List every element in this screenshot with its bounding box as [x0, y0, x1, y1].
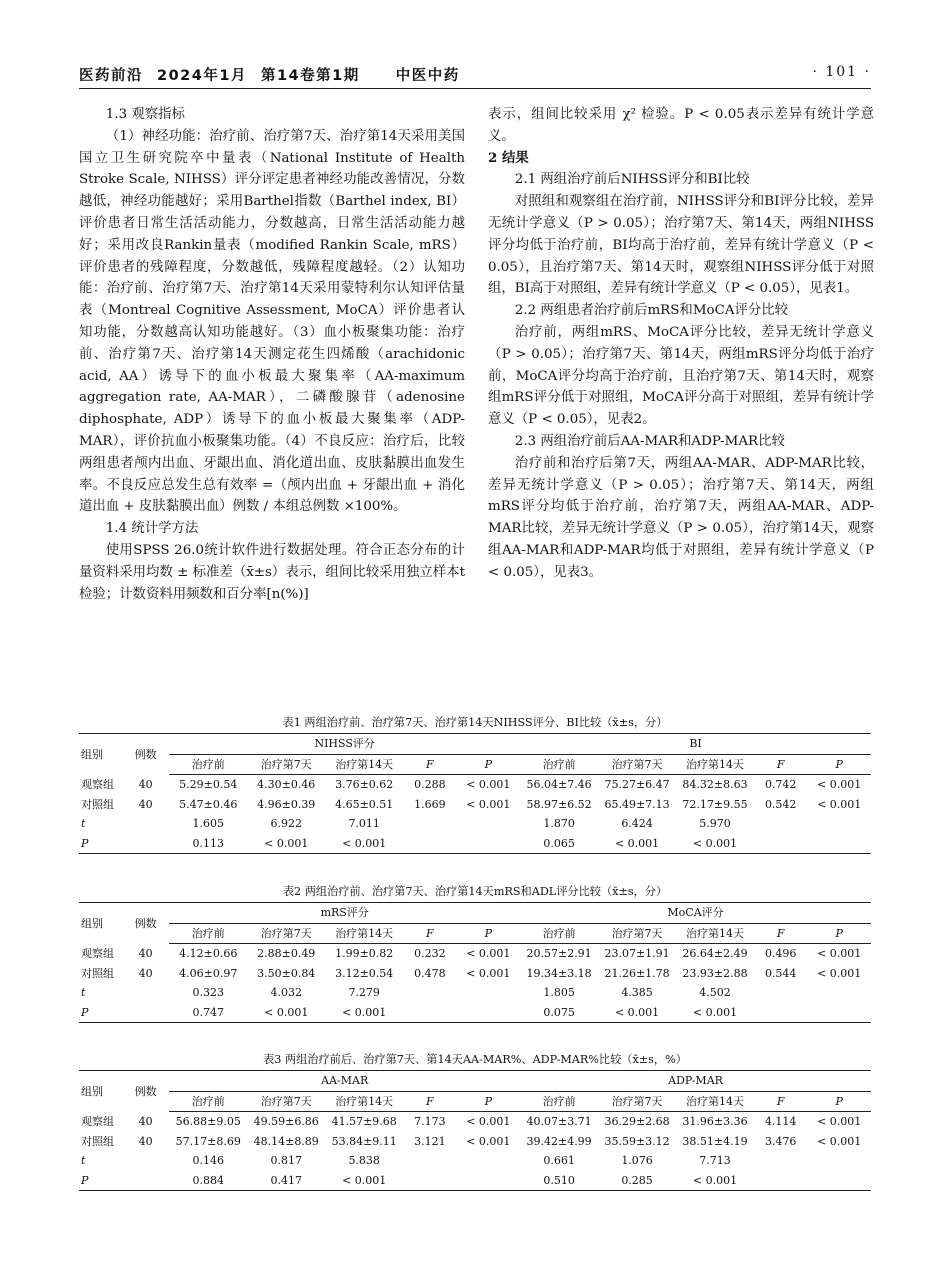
table-cell: 0.146	[192, 1154, 224, 1167]
table-cell: < 0.001	[466, 1134, 511, 1148]
table-1	[79, 713, 871, 854]
table-cell: 3.50±0.84	[257, 966, 316, 980]
table-cell	[807, 1003, 871, 1023]
subcolumn-header: P	[457, 754, 521, 775]
subcolumn-header: F	[754, 1091, 807, 1112]
table-cell: 1.669	[414, 797, 446, 811]
table-cell	[754, 1151, 807, 1171]
table-cell: < 0.001	[466, 947, 511, 960]
table-cell: < 0.001	[676, 1171, 754, 1191]
table-cell	[122, 1003, 169, 1023]
table-cell: 观察组	[81, 777, 114, 791]
table-cell: < 0.001	[817, 1134, 862, 1148]
table-cell: 0.817	[270, 1154, 302, 1167]
table-cell: 6.424	[621, 817, 653, 830]
table-cell: 5.29±0.54	[179, 778, 238, 791]
table-cell: 4.96±0.39	[257, 797, 316, 811]
table-cell	[754, 983, 807, 1003]
table-cell: 4.65±0.51	[335, 797, 394, 811]
table-cell: 0.510	[520, 1171, 598, 1191]
paragraph: 治疗前，两组mRS、MoCA评分比较，差异无统计学意义（P > 0.05）；治疗第7天、第14天，两组mRS评分均低于治疗前，MoCA评分均高于治疗前，且治疗第7天、第14天时，观察组mRS评分低于对照组，MoCA评分高于对照组，差异有统计学意义（P < 0.05），见表2。	[488, 324, 874, 428]
table-cell: 0.065	[520, 834, 598, 854]
table-cell	[122, 1171, 169, 1191]
table-cell	[122, 983, 169, 1003]
table-cell: < 0.001	[247, 1003, 325, 1023]
table-cell	[403, 983, 456, 1003]
table-cell	[754, 814, 807, 834]
table-cell: 0.884	[169, 1171, 247, 1191]
header-left-group: NIHSS评分	[169, 734, 520, 755]
table-cell: < 0.001	[676, 834, 754, 854]
subcolumn-header: 治疗第7天	[247, 1091, 325, 1112]
table-cell: 3.76±0.62	[335, 778, 394, 791]
subcolumn-header: 治疗前	[169, 1091, 247, 1112]
subcolumn-header: 治疗前	[169, 923, 247, 944]
table-cell: 0.542	[764, 797, 797, 811]
table-cell: < 0.001	[598, 834, 676, 854]
table-cell: < 0.001	[466, 797, 511, 811]
subcolumn-header: P	[807, 1091, 871, 1112]
table-cell: 3.476	[764, 1134, 797, 1148]
table-cell	[403, 1171, 456, 1191]
table-cell: < 0.001	[676, 1003, 754, 1023]
table-cell: 5.47±0.46	[179, 797, 238, 811]
paragraph: 使用SPSS 26.0统计软件进行数据处理。符合正态分布的计量资料采用均数 ± 标准差（x̄±s）表示，组间比较采用独立样本t检验；计数资料用频数和百分率[n(%)]	[79, 542, 465, 602]
subcolumn-header: 治疗第7天	[247, 923, 325, 944]
table-cell: 7.279	[348, 986, 380, 999]
section-heading: 2.1 两组治疗前后NIHSS评分和BI比较	[514, 172, 750, 188]
table-cell: < 0.001	[466, 966, 511, 980]
subcolumn-header: F	[403, 754, 456, 775]
table-row	[79, 1132, 871, 1152]
table-cell: 53.84±9.11	[331, 1134, 397, 1148]
paragraph: 对照组和观察组在治疗前，NIHSS评分和BI评分比较，差异无统计学意义（P > 0.05）；治疗第7天、第14天，两组NIHSS评分均低于治疗前，BI均高于治疗前，差异有统计学意义（P < 0.05），且治疗第7天、第14天时，观察组NIHSS评分低于对照组，BI高于对照组，差异有统计学意义（P < 0.05），见表1。	[488, 194, 874, 297]
table-cell: 4.032	[270, 986, 302, 999]
table-cell: 23.07±1.91	[604, 947, 670, 960]
table-cell: 72.17±9.55	[682, 797, 748, 811]
subcolumn-header: 治疗第14天	[676, 1091, 754, 1112]
header-count: 例数	[122, 1071, 169, 1112]
table-cell	[754, 834, 807, 854]
table-cell: 4.30±0.46	[257, 778, 316, 791]
header-count: 例数	[122, 903, 169, 944]
subcolumn-header: 治疗第7天	[598, 1091, 676, 1112]
table-cell: 40	[138, 966, 153, 980]
left-column	[79, 104, 465, 605]
table-cell	[403, 1151, 456, 1171]
header-right-group: BI	[520, 734, 871, 755]
table-caption: 表2 两组治疗前、治疗第7天、治疗第14天mRS和ADL评分比较（x̄±s，分）	[282, 885, 668, 898]
table-cell	[122, 814, 169, 834]
table-cell: 0.544	[764, 966, 797, 980]
table-cell: 观察组	[81, 1114, 114, 1128]
subcolumn-header: F	[403, 923, 456, 944]
table-cell: 40	[138, 777, 153, 791]
subcolumn-header: P	[457, 923, 521, 944]
table-cell: 31.96±3.36	[682, 1115, 748, 1128]
table-cell: 0.478	[414, 966, 446, 980]
table-cell: 5.838	[348, 1154, 380, 1167]
header-left-group: mRS评分	[169, 903, 520, 924]
subcolumn-header: F	[754, 923, 807, 944]
table-row	[79, 814, 871, 834]
table-cell: 1.99±0.82	[335, 947, 394, 960]
table-cell: 21.26±1.78	[604, 966, 670, 980]
table-cell: 40	[138, 946, 153, 960]
table-cell	[457, 1171, 521, 1191]
table-cell: 0.288	[414, 778, 446, 791]
table-row	[79, 775, 871, 795]
table-cell	[754, 1171, 807, 1191]
table-cell: 0.661	[543, 1154, 575, 1167]
table-cell: 0.232	[414, 947, 446, 960]
table-cell: t	[81, 1154, 86, 1167]
table-cell	[457, 1151, 521, 1171]
table-cell	[457, 1003, 521, 1023]
table-cell: 4.385	[621, 986, 653, 999]
table-cell: 20.57±2.91	[526, 947, 592, 960]
table-cell: 7.011	[348, 817, 380, 830]
table-cell: 3.12±0.54	[335, 966, 394, 980]
table-cell	[807, 814, 871, 834]
section-heading: 2.3 两组治疗前后AA-MAR和ADP-MAR比较	[514, 433, 785, 449]
table-cell	[403, 1003, 456, 1023]
table-cell: 4.12±0.66	[179, 947, 238, 960]
table-2	[79, 882, 871, 1023]
table-cell	[122, 1151, 169, 1171]
table-cell: 4.502	[699, 986, 731, 999]
paragraph-continuation: 表示，组间比较采用 χ² 检验。P < 0.05表示差异有统计学意义。	[488, 107, 874, 144]
table-row	[79, 1151, 871, 1171]
table-cell: 对照组	[81, 797, 114, 811]
section-name: 中医中药	[395, 68, 460, 84]
subcolumn-header: P	[457, 1091, 521, 1112]
table-cell	[122, 834, 169, 854]
table-cell: 对照组	[81, 966, 114, 980]
table-cell	[403, 834, 456, 854]
table-cell: 56.88±9.05	[175, 1115, 241, 1128]
table-cell: 36.29±2.68	[604, 1115, 670, 1128]
table-cell: 0.747	[169, 1003, 247, 1023]
table-cell	[807, 1171, 871, 1191]
section-heading: 1.3 观察指标	[105, 107, 185, 122]
table-cell: 26.64±2.49	[682, 947, 748, 960]
section-heading: 1.4 统计学方法	[105, 521, 199, 537]
subcolumn-header: 治疗第7天	[247, 754, 325, 775]
data-table	[79, 902, 871, 1023]
table-cell: 56.04±7.46	[526, 778, 592, 791]
page-number: · 101 ·	[812, 64, 871, 80]
table-cell	[807, 983, 871, 1003]
table-caption: 表3 两组治疗前后、治疗第7天、第14天AA-MAR%、ADP-MAR%比较（x̄±s，%）	[263, 1053, 687, 1066]
table-cell: < 0.001	[598, 1003, 676, 1023]
table-cell: 48.14±8.89	[253, 1134, 319, 1148]
header-count: 例数	[122, 734, 169, 775]
table-row	[79, 1003, 871, 1023]
table-row	[79, 944, 871, 964]
table-cell: 6.922	[270, 817, 302, 830]
table-cell: 2.88±0.49	[257, 947, 316, 960]
table-cell	[807, 834, 871, 854]
table-cell: 84.32±8.63	[682, 778, 748, 791]
table-row	[79, 1112, 871, 1132]
table-cell: 1.870	[543, 817, 575, 830]
table-cell: 0.323	[192, 986, 224, 999]
subcolumn-header: F	[403, 1091, 456, 1112]
table-cell: < 0.001	[325, 1171, 403, 1191]
table-row	[79, 964, 871, 984]
table-cell: 0.417	[247, 1171, 325, 1191]
table-cell: 0.285	[598, 1171, 676, 1191]
table-cell: < 0.001	[247, 834, 325, 854]
table-cell: < 0.001	[466, 1115, 511, 1128]
table-cell: 49.59±6.86	[253, 1115, 319, 1128]
header-right-group: MoCA评分	[520, 903, 871, 924]
table-cell: 40.07±3.71	[526, 1115, 592, 1128]
header-group: 组别	[79, 1071, 122, 1112]
table-cell: 观察组	[81, 946, 114, 960]
paragraph: （1）神经功能：治疗前、治疗第7天、治疗第14天采用美国国立卫生研究院卒中量表（National Institute of Health Stroke Scale, NIHSS）评分评定患者神经功能改善情况，分数越低，神经功能越好；采用Barthel指数（Barthel index, BI）评价患者日常生活活动能力，分数越高，日常生活活动能力越好；采用改良Rankin量表（modified Rankin Scale, mRS）评价患者的残障程度，分数越低，残障程度越轻。（2）认知功能：治疗前、治疗第7天、治疗第14天采用蒙特利尔认知评估量表（Montreal Cognitive Assessment, MoCA）评价患者认知功能，分数越高认知功能越好。（3）血小板聚集功能：治疗前、治疗第7天、治疗第14天测定花生四烯酸（arachidonic acid, AA）诱导下的血小板最大聚集率（AA-maximum aggregation rate, AA-MAR），二磷酸腺苷（adenosine diphosphate, ADP）诱导下的血小板最大聚集率（ADP-MAR），评价抗血小板聚集功能。（4）不良反应：治疗后，比较两组患者颅内出血、牙龈出血、消化道出血、皮肤黏膜出血发生率。不良反应总发生总有效率 =（颅内出血 + 牙龈出血 + 消化道出血 + 皮肤黏膜出血）例数 / 本组总例数 ×100%。	[79, 128, 465, 515]
table-cell: 65.49±7.13	[604, 797, 670, 811]
table-cell	[457, 983, 521, 1003]
table-cell	[457, 834, 521, 854]
table-cell	[754, 1003, 807, 1023]
table-cell: 58.97±6.52	[526, 797, 592, 811]
table-cell: 19.34±3.18	[526, 966, 592, 980]
subcolumn-header: F	[754, 754, 807, 775]
table-row	[79, 834, 871, 854]
table-cell: 40	[138, 1134, 153, 1148]
table-cell: P	[79, 1003, 122, 1023]
table-row	[79, 1171, 871, 1191]
data-table	[79, 1070, 871, 1191]
header-left-group: AA-MAR	[169, 1071, 520, 1092]
issue-volume: 第14卷第1期	[260, 68, 360, 84]
table-cell: 0.113	[169, 834, 247, 854]
subcolumn-header: 治疗第14天	[676, 923, 754, 944]
table-cell: 38.51±4.19	[682, 1134, 748, 1148]
header-left	[79, 64, 474, 85]
table-cell: 对照组	[81, 1134, 114, 1148]
table-cell: 1.605	[192, 817, 224, 830]
table-cell: 0.496	[764, 947, 797, 960]
table-cell: 4.114	[764, 1115, 797, 1128]
table-cell: 39.42±4.99	[526, 1134, 592, 1148]
journal-name: 医药前沿	[79, 68, 143, 84]
subcolumn-header: 治疗第14天	[325, 754, 403, 775]
table-cell: 23.93±2.88	[682, 966, 748, 980]
table-row	[79, 795, 871, 815]
table-cell: P	[79, 1171, 122, 1191]
section-heading: 2 结果	[488, 149, 529, 166]
table-cell: < 0.001	[466, 778, 511, 791]
paragraph: 治疗前和治疗后第7天，两组AA-MAR、ADP-MAR比较，差异无统计学意义（P > 0.05）；治疗第7天、第14天，两组mRS评分均低于治疗前，治疗第7天，两组AA-MAR、ADP-MAR比较，差异无统计学意义（P > 0.05），治疗第14天，观察组AA-MAR和ADP-MAR均低于对照组，差异有统计学意义（P < 0.05），见表3。	[488, 455, 874, 580]
table-cell: t	[81, 986, 86, 999]
subcolumn-header: 治疗前	[520, 923, 598, 944]
subcolumn-header: 治疗前	[520, 754, 598, 775]
table-cell: 41.57±9.68	[331, 1115, 397, 1128]
table-cell: 3.121	[414, 1134, 446, 1148]
section-heading: 2.2 两组患者治疗前后mRS和MoCA评分比较	[514, 303, 789, 319]
table-cell: 7.173	[414, 1115, 446, 1128]
table-cell: 0.742	[764, 778, 797, 791]
table-cell: 40	[138, 797, 153, 811]
subcolumn-header: 治疗第7天	[598, 923, 676, 944]
table-cell: 0.075	[520, 1003, 598, 1023]
table-cell: P	[79, 834, 122, 854]
header-group: 组别	[79, 734, 122, 775]
header-group: 组别	[79, 903, 122, 944]
data-table	[79, 733, 871, 854]
table-caption: 表1 两组治疗前、治疗第7天、治疗第14天NIHSS评分、BI比较（x̄±s，分）	[282, 716, 668, 729]
subcolumn-header: 治疗第14天	[325, 1091, 403, 1112]
table-cell: 40	[138, 1114, 153, 1128]
table-3	[79, 1050, 871, 1191]
table-cell: 57.17±8.69	[175, 1134, 241, 1148]
header-right-group: ADP-MAR	[520, 1071, 871, 1092]
subcolumn-header: 治疗第14天	[325, 923, 403, 944]
subcolumn-header: P	[807, 923, 871, 944]
page-header	[79, 60, 871, 89]
table-row	[79, 983, 871, 1003]
table-cell: < 0.001	[817, 947, 862, 960]
table-cell: < 0.001	[325, 1003, 403, 1023]
table-cell: < 0.001	[817, 1115, 862, 1128]
table-cell: t	[81, 817, 86, 830]
right-column	[488, 104, 874, 584]
subcolumn-header: P	[807, 754, 871, 775]
table-cell	[403, 814, 456, 834]
table-cell	[457, 814, 521, 834]
table-cell: 1.076	[621, 1154, 653, 1167]
table-cell	[807, 1151, 871, 1171]
table-cell: 5.970	[699, 817, 731, 830]
subcolumn-header: 治疗第7天	[598, 754, 676, 775]
subcolumn-header: 治疗前	[169, 754, 247, 775]
table-cell: < 0.001	[817, 966, 862, 980]
subcolumn-header: 治疗前	[520, 1091, 598, 1112]
table-cell: < 0.001	[817, 778, 862, 791]
subcolumn-header: 治疗第14天	[676, 754, 754, 775]
table-cell: 7.713	[699, 1154, 731, 1167]
table-cell: 1.805	[543, 986, 575, 999]
table-cell: < 0.001	[817, 797, 862, 811]
table-cell: 4.06±0.97	[179, 966, 238, 980]
table-cell: < 0.001	[325, 834, 403, 854]
table-cell: 75.27±6.47	[604, 778, 670, 791]
table-cell: 35.59±3.12	[604, 1134, 670, 1148]
issue-date: 2024年1月	[157, 68, 247, 84]
